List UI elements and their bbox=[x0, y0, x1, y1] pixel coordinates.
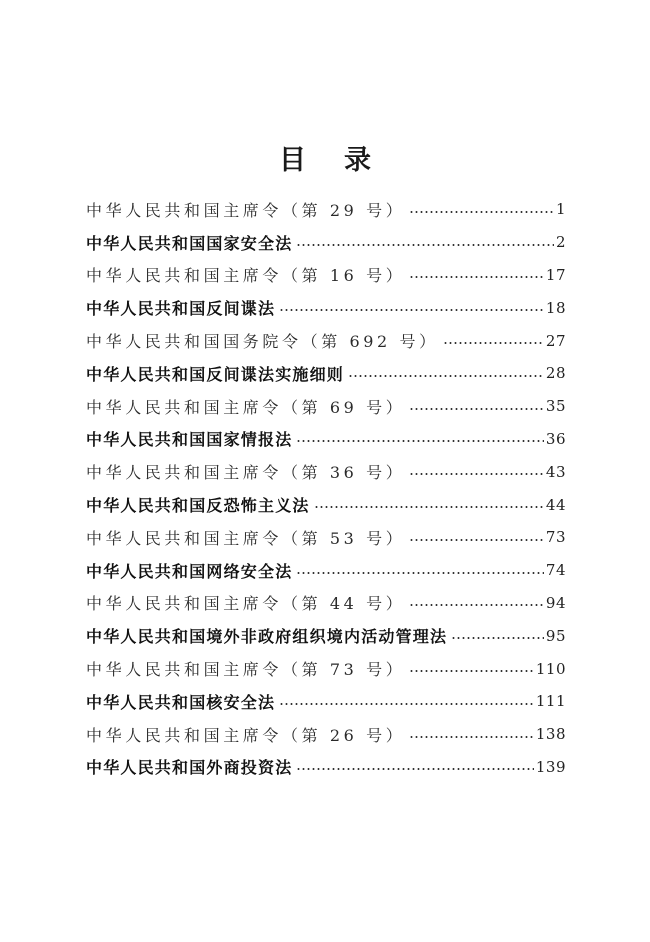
toc-entry-page: 27 bbox=[545, 331, 566, 350]
toc-entry-title: 中华人民共和国国家安全法 bbox=[86, 233, 293, 253]
toc-entry-title: 中华人民共和国主席令（第 29 号） bbox=[86, 200, 406, 220]
dot-leader bbox=[409, 473, 544, 475]
page-title: 目录 bbox=[279, 145, 409, 177]
dot-leader bbox=[409, 408, 544, 410]
toc-entry[interactable] bbox=[86, 291, 566, 324]
toc-entry-page: 43 bbox=[545, 462, 566, 481]
toc-entry[interactable] bbox=[86, 488, 566, 521]
toc-entry-page: 2 bbox=[555, 233, 566, 252]
toc-entry-page: 94 bbox=[545, 593, 566, 612]
toc-entry[interactable] bbox=[86, 587, 566, 620]
toc-entry[interactable] bbox=[86, 324, 566, 357]
dot-leader bbox=[409, 670, 534, 672]
dot-leader bbox=[409, 211, 554, 213]
toc-entry[interactable] bbox=[86, 718, 566, 751]
toc-entry-title: 中华人民共和国主席令（第 44 号） bbox=[86, 594, 406, 614]
toc-entry[interactable] bbox=[86, 357, 566, 390]
dot-leader bbox=[279, 703, 534, 705]
toc-entry-page: 17 bbox=[545, 265, 566, 284]
toc-entry-title: 中华人民共和国主席令（第 16 号） bbox=[86, 266, 406, 286]
toc-entry-title: 中华人民共和国反恐怖主义法 bbox=[86, 496, 310, 516]
dot-leader bbox=[409, 736, 534, 738]
toc-entry-page: 36 bbox=[545, 429, 566, 448]
toc-entry-page: 138 bbox=[535, 725, 566, 744]
toc-entry[interactable] bbox=[86, 455, 566, 488]
dot-leader bbox=[348, 375, 544, 377]
dot-leader bbox=[443, 342, 544, 344]
toc-entry-page: 73 bbox=[545, 528, 566, 547]
dot-leader bbox=[314, 506, 544, 508]
toc-entry[interactable] bbox=[86, 521, 566, 554]
toc-entry[interactable] bbox=[86, 554, 566, 587]
toc-entry-page: 95 bbox=[545, 626, 566, 645]
toc-entry-page: 139 bbox=[535, 757, 566, 776]
toc-entry-title: 中华人民共和国主席令（第 69 号） bbox=[86, 397, 406, 417]
toc-entry[interactable] bbox=[86, 685, 566, 718]
toc-entry-title: 中华人民共和国核安全法 bbox=[86, 692, 276, 712]
toc-entry-title: 中华人民共和国网络安全法 bbox=[86, 561, 293, 581]
toc-entry[interactable] bbox=[86, 193, 566, 226]
dot-leader bbox=[296, 440, 544, 442]
toc-entry-page: 74 bbox=[545, 561, 566, 580]
toc-entry-title: 中华人民共和国外商投资法 bbox=[86, 758, 293, 778]
dot-leader bbox=[451, 637, 544, 639]
dot-leader bbox=[409, 604, 544, 606]
toc-entry[interactable] bbox=[86, 390, 566, 423]
dot-leader bbox=[296, 768, 533, 770]
dot-leader bbox=[296, 244, 554, 246]
toc-entry[interactable] bbox=[86, 652, 566, 685]
dot-leader bbox=[279, 309, 544, 311]
toc-entry-title: 中华人民共和国反间谍法 bbox=[86, 299, 276, 319]
toc-entry-page: 1 bbox=[555, 200, 566, 219]
table-of-contents bbox=[86, 193, 566, 783]
toc-entry-title: 中华人民共和国反间谍法实施细则 bbox=[86, 364, 345, 384]
dot-leader bbox=[409, 276, 544, 278]
toc-entry-title: 中华人民共和国主席令（第 73 号） bbox=[86, 660, 406, 680]
toc-entry-title: 中华人民共和国境外非政府组织境内活动管理法 bbox=[86, 627, 448, 647]
toc-entry-title: 中华人民共和国主席令（第 26 号） bbox=[86, 725, 406, 745]
toc-entry-page: 44 bbox=[545, 495, 566, 514]
toc-entry-title: 中华人民共和国主席令（第 53 号） bbox=[86, 528, 406, 548]
toc-entry[interactable] bbox=[86, 259, 566, 292]
toc-entry-page: 111 bbox=[535, 692, 566, 711]
toc-entry[interactable] bbox=[86, 423, 566, 456]
toc-entry[interactable] bbox=[86, 751, 566, 784]
toc-entry[interactable] bbox=[86, 226, 566, 259]
dot-leader bbox=[296, 572, 544, 574]
toc-entry-title: 中华人民共和国主席令（第 36 号） bbox=[86, 463, 406, 483]
toc-entry-page: 110 bbox=[535, 659, 566, 678]
toc-entry-page: 28 bbox=[545, 364, 566, 383]
toc-entry-title: 中华人民共和国国务院令（第 692 号） bbox=[86, 332, 439, 352]
toc-entry-title: 中华人民共和国国家情报法 bbox=[86, 430, 293, 450]
toc-entry-page: 35 bbox=[545, 397, 566, 416]
dot-leader bbox=[409, 539, 544, 541]
toc-entry-page: 18 bbox=[545, 298, 566, 317]
toc-entry[interactable] bbox=[86, 619, 566, 652]
